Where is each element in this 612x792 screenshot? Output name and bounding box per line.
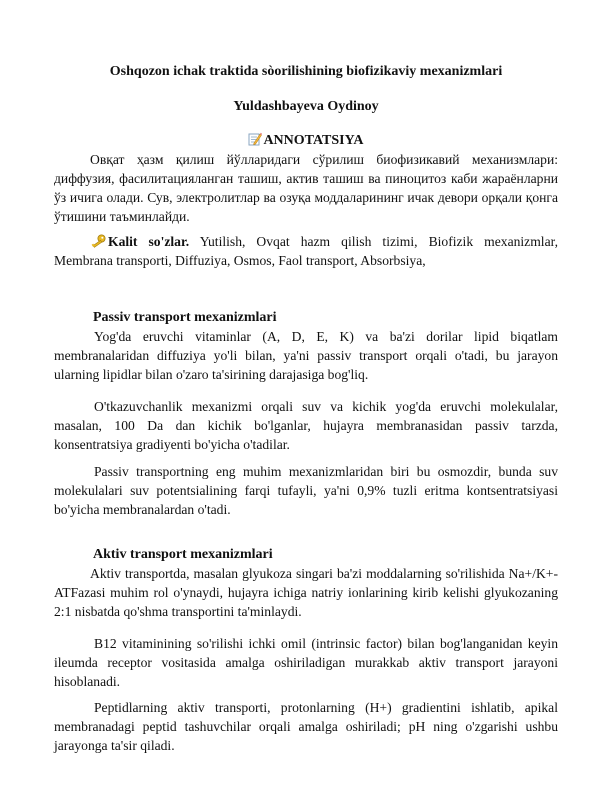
annotation-heading-text: ANNOTATSIYA [263, 133, 364, 148]
key-icon [90, 234, 106, 248]
annotation-heading [54, 131, 558, 150]
paper-title: Oshqozon ichak traktida sòorilishining biofizikaviy mexanizmlari [109, 64, 503, 79]
keywords-text: Yutilish, Ovqat hazm qilish tizimi, Biofizik mexanizmlar, Membrana transporti, Diffuziya, Osmos, Faol transport, Absorbsiya, [54, 234, 558, 268]
keywords-paragraph [54, 232, 558, 270]
active-paragraph-3: Peptidlarning aktiv transporti, protonlarning (H+) gradientini ishlatib, apikal membranadagi peptid tashuvchilar orqali amalga oshiriladi; pH ning o'zgarishi ushbu jarayonga ta'sir qiladi. [54, 700, 558, 753]
memo-icon [248, 132, 262, 146]
active-paragraph-1: Aktiv transportda, masalan glyukoza singari ba'zi moddalarning so'rilishida Na+/K+-ATFazasi muhim rol o'ynaydi, hujayra ichiga natriy ionlarining kirib kelishi glyukozaning 2:1 nisbatda qo'shma transportini ta'minlaydi. [54, 566, 558, 619]
active-transport-heading: Aktiv transport mexanizmlari [93, 547, 273, 562]
passive-paragraph-1: Yog'da eruvchi vitaminlar (A, D, E, K) va ba'zi dorilar lipid biqatlam membranalaridan diffuziya yo'li bilan, ya'ni passiv transport orqali o'tadi, bu jarayon ularning lipidlar bilan o'zaro ta'sirining darajasiga bog'liq. [54, 329, 558, 382]
active-paragraph-2: B12 vitaminining so'rilishi ichki omil (intrinsic factor) bilan bog'langanidan keyin ileumda receptor vositasida amalga oshiriladigan murakkab aktiv transport jarayoni hisoblanadi. [54, 636, 558, 689]
keywords-label: Kalit so'zlar. [108, 234, 190, 249]
passive-paragraph-3: Passiv transportning eng muhim mexanizmlaridan biri bu osmozdir, bunda suv molekulalari suv potentsialining farqi tufayli, ya'ni 0,9% tuzli eritma kontsentratsiyasi bo'yicha membranalardan o'tadi. [54, 464, 558, 517]
passive-transport-heading: Passiv transport mexanizmlari [93, 310, 277, 325]
passive-paragraph-2: O'tkazuvchanlik mexanizmi orqali suv va kichik yog'da eruvchi molekulalar, masalan, 100 Da dan kichik bo'lganlar, hujayra membranasidan passiv tarzda, konsentratsiya gradiyenti bo'yicha o'tadilar. [54, 399, 558, 452]
annotation-body: Овқат ҳазм қилиш йўлларидаги сўрилиш биофизикавий механизмлари: диффузия, фасилитацияланган ташиш, актив ташиш ва пиноцитоз каби жараёнларни ўз ичига олади. Сув, электролитлар ва озуқа моддаларининг ичак девори орқали қонга ўтишини таъминлайди. [54, 152, 558, 224]
author-name: Yuldashbayeva Oydinoy [233, 99, 379, 114]
